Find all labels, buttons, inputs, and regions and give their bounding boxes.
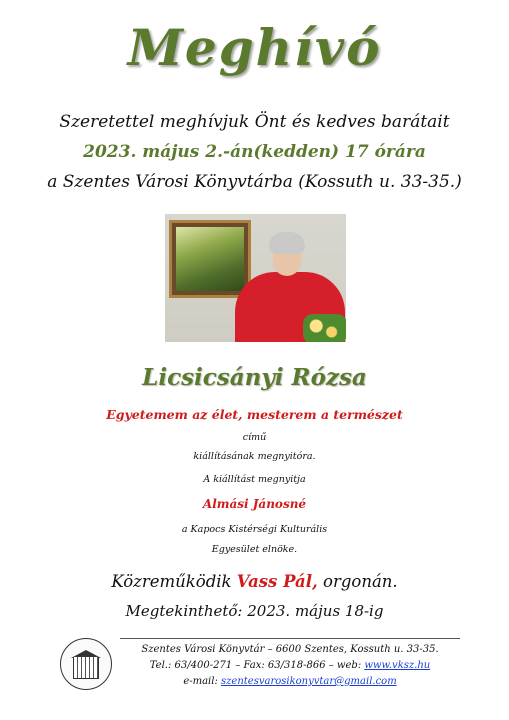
performer-suffix: orgonán. — [317, 572, 398, 591]
landscape-painting — [176, 227, 244, 291]
exhibition-title: Egyetemem az élet, mesterem a természet — [106, 407, 403, 422]
performer-name: Vass Pál, — [236, 572, 318, 591]
artist-hair — [269, 232, 305, 254]
event-datetime: 2023. május 2.-án(kedden) 17 órára — [83, 142, 426, 162]
opener-role-line-1: a Kapocs Kistérségi Kulturális — [181, 524, 328, 535]
performer-prefix: Közreműködik — [111, 572, 237, 591]
footer-email-line — [110, 676, 470, 687]
flower-bouquet — [303, 314, 346, 342]
entitled-text: című — [242, 432, 267, 443]
opening-text: kiállításának megnyitóra. — [193, 451, 316, 462]
footer-phone-fax: Tel.: 63/400-271 – Fax: 63/318-866 – web: — [149, 660, 365, 671]
viewable-until: Megtekinthető: 2023. május 18-ig — [125, 602, 384, 620]
page-title: Meghívó — [127, 18, 382, 77]
opener-role-line-2: Egyesület elnöke. — [211, 544, 298, 555]
library-logo-icon — [60, 638, 112, 690]
event-venue: a Szentes Városi Könyvtárba (Kossuth u. 33-35.) — [47, 172, 462, 192]
invite-line: Szeretettel meghívjuk Önt és kedves barátait — [59, 112, 450, 132]
footer-email-link[interactable]: szentesvarosikonyvtar@gmail.com — [221, 676, 397, 687]
footer-web-link[interactable]: www.vksz.hu — [364, 660, 431, 671]
logo-building — [73, 657, 99, 679]
footer-contact — [110, 660, 470, 671]
artist-name: Licsicsányi Rózsa — [142, 364, 367, 391]
artist-photo — [165, 214, 346, 342]
footer-address: Szentes Városi Könyvtár – 6600 Szentes, Kossuth u. 33-35. — [141, 644, 439, 655]
footer-divider — [120, 638, 460, 639]
painting-frame — [169, 220, 251, 298]
performer-line — [0, 572, 509, 591]
opener-name: Almási Jánosné — [202, 497, 307, 511]
opened-by-text: A kiállítást megnyitja — [203, 474, 306, 485]
footer-email-label: e-mail: — [183, 676, 221, 687]
